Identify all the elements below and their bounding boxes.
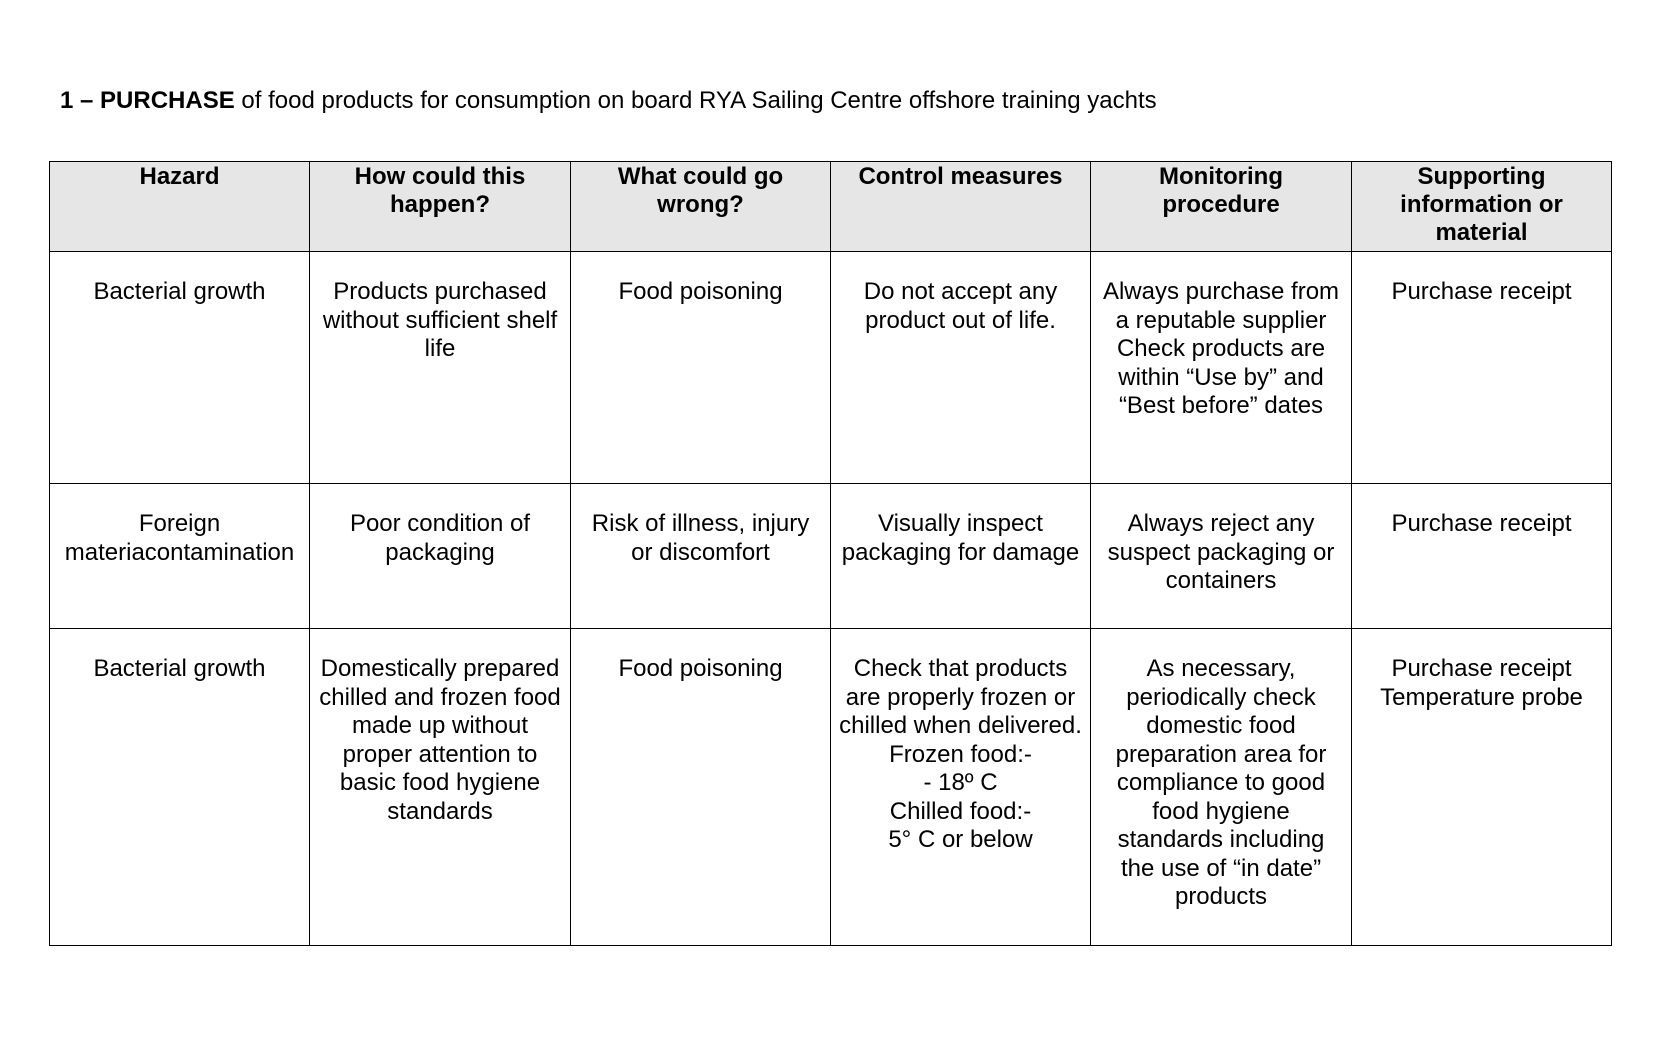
cell-control-measures: Visually inspect packaging for damage <box>831 484 1091 629</box>
cell-hazard: Foreign materiacontamination <box>50 484 310 629</box>
cell-monitoring: As necessary, periodically check domestic food preparation area for compliance to good food hygiene standards including the use of “in date” products <box>1091 629 1352 946</box>
cell-supporting: Purchase receipt <box>1352 484 1612 629</box>
title-keyword: PURCHASE <box>100 87 235 114</box>
cell-monitoring: Always reject any suspect packaging or containers <box>1091 484 1352 629</box>
header-how-could-this-happen: How could this happen? <box>310 162 571 252</box>
cell-supporting: Purchase receipt Temperature probe <box>1352 629 1612 946</box>
header-control-measures: Control measures <box>831 162 1091 252</box>
cell-monitoring: Always purchase from a reputable supplier Check products are within “Use by” and “Best before” dates <box>1091 252 1352 484</box>
cell-what-could-go-wrong: Food poisoning <box>571 252 831 484</box>
document-title <box>60 86 1157 116</box>
title-number: 1 – <box>60 87 94 114</box>
table-header-row <box>50 162 1612 252</box>
cell-what-could-go-wrong: Food poisoning <box>571 629 831 946</box>
hazard-analysis-table <box>49 161 1612 946</box>
cell-hazard: Bacterial growth <box>50 629 310 946</box>
header-monitoring-procedure: Monitoring procedure <box>1091 162 1352 252</box>
header-supporting-information: Supporting information or material <box>1352 162 1612 252</box>
cell-how: Products purchased without sufficient shelf life <box>310 252 571 484</box>
table-row <box>50 629 1612 946</box>
header-what-could-go-wrong: What could go wrong? <box>571 162 831 252</box>
cell-how: Domestically prepared chilled and frozen food made up without proper attention to basic food hygiene standards <box>310 629 571 946</box>
cell-supporting: Purchase receipt <box>1352 252 1612 484</box>
cell-control-measures: Do not accept any product out of life. <box>831 252 1091 484</box>
cell-what-could-go-wrong: Risk of illness, injury or discomfort <box>571 484 831 629</box>
header-hazard: Hazard <box>50 162 310 252</box>
cell-hazard: Bacterial growth <box>50 252 310 484</box>
table-row <box>50 252 1612 484</box>
cell-control-measures: Check that products are properly frozen or chilled when delivered. Frozen food:- - 18º C Chilled food:- 5° C or below <box>831 629 1091 946</box>
title-description: of food products for consumption on board RYA Sailing Centre offshore training yachts <box>241 87 1157 114</box>
cell-how: Poor condition of packaging <box>310 484 571 629</box>
table-row <box>50 484 1612 629</box>
